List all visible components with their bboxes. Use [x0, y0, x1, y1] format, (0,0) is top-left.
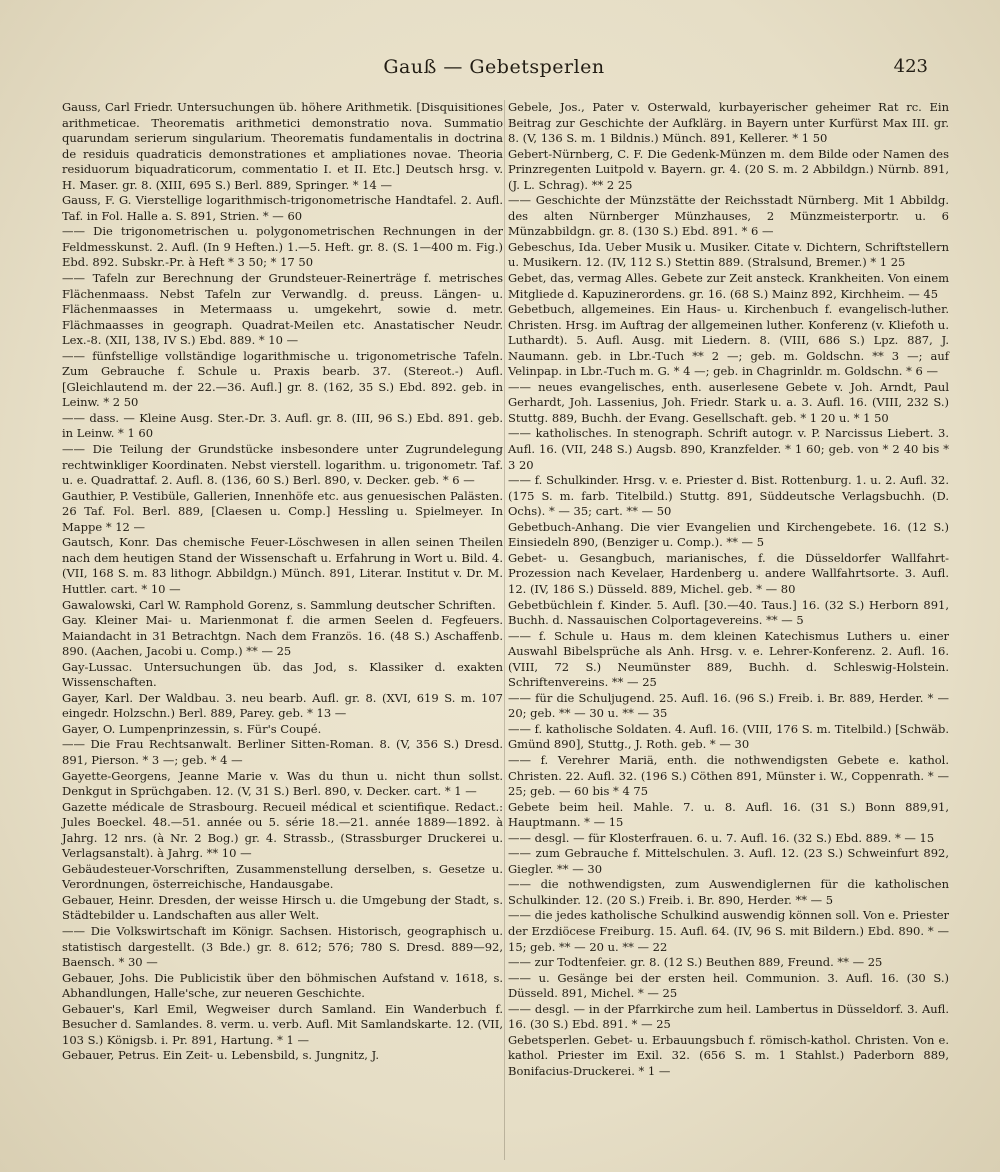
column-divider [504, 100, 505, 1160]
bibliography-entry: Gawalowski, Carl W. Ramphold Gorenz, s. Sammlung deutscher Schriften. [62, 597, 496, 612]
bibliography-entry: Gebauer's, Karl Emil, Wegweiser durch Samland. Ein Wanderbuch f. Besucher d. Samlandes. 8. verm. u. verb. Aufl. Mit Samlandskarte. 12. (VII, 103 S.) Königsb. i. Pr. 891, Hartung. * 1 — [62, 1001, 503, 1047]
bibliography-entry: Gayer, Karl. Der Waldbau. 3. neu bearb. Aufl. gr. 8. (XVI, 619 S. m. 107 eingedr. Holzschn.) Berl. 889, Parey. geb. * 13 — [62, 690, 503, 721]
bibliography-entry: Gebert-Nürnberg, C. F. Die Gedenk-Münzen m. dem Bilde oder Namen des Prinzregenten Luitpold v. Bayern. gr. 4. (20 S. m. 2 Abbildgn.) Nürnb. 891, (J. L. Schrag). ** 2 25 [508, 146, 949, 192]
page-header [60, 56, 928, 86]
bibliography-entry: —— die nothwendigsten, zum Auswendiglernen für die katholischen Schulkinder. 12. (20 S.) Freib. i. Br. 890, Herder. ** — 5 [508, 877, 949, 907]
bibliography-entry: —— Geschichte der Münzstätte der Reichsstadt Nürnberg. Mit 1 Abbildg. des alten Nürnberger Münzhauses, 2 Münzmeisterportr. u. 6 Münzabbildgn. gr. 8. (130 S.) Ebd. 891. * 6 — [508, 193, 949, 239]
bibliography-entry: —— zum Gebrauche f. Mittelschulen. 3. Aufl. 12. (23 S.) Schweinfurt 892, Giegler. ** — 30 [508, 846, 949, 876]
bibliography-entry: Gebet- u. Gesangbuch, marianisches, f. die Düsseldorfer Wallfahrt-Prozession nach Kevelaer, Hardenberg u. andere Wallfahrtsorte. 3. Aufl. 12. (IV, 186 S.) Düsseld. 889, Michel. geb. * — 80 [508, 550, 949, 596]
bibliography-entry: Gay-Lussac. Untersuchungen üb. das Jod, s. Klassiker d. exakten Wissenschaften. [62, 659, 503, 690]
bibliography-entry: Gebele, Jos., Pater v. Osterwald, kurbayerischer geheimer Rat rc. Ein Beitrag zur Geschichte der Aufklärg. in Bayern unter Kurfürst Max III. gr. 8. (V, 136 S. m. 1 Bildnis.) Münch. 891, Kellerer. * 1 50 [508, 100, 949, 146]
bibliography-entry: Gebetsperlen. Gebet- u. Erbauungsbuch f. römisch-kathol. Christen. Von e. kathol. Priester im Exil. 32. (656 S. m. 1 Stahlst.) Paderborn 889, Bonifacius-Druckerei. * 1 — [508, 1032, 949, 1078]
page-number: 423 [893, 56, 928, 77]
running-title: Gauß — Gebetsperlen [383, 56, 605, 78]
bibliography-entry: Gebauer, Johs. Die Publicistik über den böhmischen Aufstand v. 1618, s. Abhandlungen, Halle'sche, zur neueren Geschichte. [62, 970, 503, 1001]
bibliography-entry: —— katholisches. In stenograph. Schrift autogr. v. P. Narcissus Liebert. 3. Aufl. 16. (VII, 248 S.) Augsb. 890, Kranzfelder. * 1 60; geb. von * 2 40 bis * 3 20 [508, 426, 949, 472]
left-column [62, 100, 503, 1064]
bibliography-entry: Gazette médicale de Strasbourg. Recueil médical et scientifique. Redact.: Jules Boeckel. 48.—51. année ou 5. série 18.—21. année 1889—1892. à Jahrg. 12 nrs. (à Nr. 2 Bog.) gr. 4. Strassb., (Strassburger Druckerei u. Verlagsanstalt). à Jahrg. ** 10 — [62, 799, 503, 861]
bibliography-entry: Gebetbüchlein f. Kinder. 5. Aufl. [30.—40. Taus.] 16. (32 S.) Herborn 891, Buchh. d. Nassauischen Colportagevereins. ** — 5 [508, 597, 949, 628]
bibliography-entry: Gebäudesteuer-Vorschriften, Zusammenstellung derselben, s. Gesetze u. Verordnungen, österreichische, Handausgabe. [62, 861, 503, 892]
bibliography-entry: —— u. Gesänge bei der ersten heil. Communion. 3. Aufl. 16. (30 S.) Düsseld. 891, Michel. * — 25 [508, 970, 949, 1001]
bibliography-entry: —— zur Todtenfeier. gr. 8. (12 S.) Beuthen 889, Freund. ** — 25 [508, 955, 883, 970]
bibliography-entry: —— desgl. — in der Pfarrkirche zum heil. Lambertus in Düsseldorf. 3. Aufl. 16. (30 S.) Ebd. 891. * — 25 [508, 1001, 949, 1032]
bibliography-entry: Gayette-Georgens, Jeanne Marie v. Was du thun u. nicht thun sollst. Denkgut in Sprüchgaben. 12. (V, 31 S.) Berl. 890, v. Decker. cart. * 1 — [62, 768, 503, 799]
bibliography-entry: —— desgl. — für Klosterfrauen. 6. u. 7. Aufl. 16. (32 S.) Ebd. 889. * — 15 [508, 830, 935, 845]
bibliography-entry: —— f. Schulkinder. Hrsg. v. e. Priester d. Bist. Rottenburg. 1. u. 2. Aufl. 32. (175 S. m. farb. Titelbild.) Stuttg. 891, Süddeutsche Verlagsbuchh. (D. Ochs). * — 35; cart. ** — 50 [508, 473, 949, 519]
bibliography-entry: —— neues evangelisches, enth. auserlesene Gebete v. Joh. Arndt, Paul Gerhardt, Joh. Lassenius, Joh. Friedr. Stark u. a. 3. Aufl. 16. (VIII, 232 S.) Stuttg. 889, Buchh. der Evang. Gesellschaft. geb. * 1 20 u. * 1 50 [508, 379, 949, 425]
bibliography-entry: —— Die Volkswirtschaft im Königr. Sachsen. Historisch, geographisch u. statistisch dargestellt. (3 Bde.) gr. 8. 612; 576; 780 S. Dresd. 889—92, Baensch. * 30 — [62, 923, 503, 970]
right-column [508, 100, 949, 1079]
bibliography-entry: —— f. katholische Soldaten. 4. Aufl. 16. (VIII, 176 S. m. Titelbild.) [Schwäb. Gmünd 890], Stuttg., J. Roth. geb. * — 30 [508, 721, 949, 752]
bibliography-entry: Gebete beim heil. Mahle. 7. u. 8. Aufl. 16. (31 S.) Bonn 889,91, Hauptmann. * — 15 [508, 799, 949, 830]
bibliography-entry: —— Die trigonometrischen u. polygonometrischen Rechnungen in der Feldmesskunst. 2. Aufl. (In 9 Heften.) 1.—5. Heft. gr. 8. (S. 1—400 m. Fig.) Ebd. 892. Subskr.-Pr. à Heft * 3 50; * 17 50 [62, 224, 503, 270]
bibliography-entry: —— Die Teilung der Grundstücke insbesondere unter Zugrundelegung rechtwinkliger Koordinaten. Nebst vierstell. logarithm. u. trigonometr. Taf. u. e. Quadrattaf. 2. Aufl. 8. (136, 60 S.) Berl. 890, v. Decker. geb. * 6 — [62, 442, 503, 488]
bibliography-entry: Gebetbuch, allgemeines. Ein Haus- u. Kirchenbuch f. evangelisch-luther. Christen. Hrsg. im Auftrag der allgemeinen luther. Konferenz (v. Kliefoth u. Luthardt). 5. Aufl. Ausg. mit Liedern. 8. (VIII, 686 S.) Lpz. 887, J. Naumann. geb. in Lbr.-Tuch ** 2 —; geb. m. Goldschn. ** 3 —; auf Velinpap. in Lbr.-Tuch m. G. * 4 —; geb. in Chagrinldr. m. Goldschn. * 6 — [508, 302, 949, 379]
bibliography-entry: Gebauer, Heinr. Dresden, der weisse Hirsch u. die Umgebung der Stadt, s. Städtebilder u. Landschaften aus aller Welt. [62, 892, 503, 923]
bibliography-entry: —— dass. — Kleine Ausg. Ster.-Dr. 3. Aufl. gr. 8. (III, 96 S.) Ebd. 891. geb. in Leinw. * 1 60 [62, 410, 503, 441]
bibliography-entry: —— für die Schuljugend. 25. Aufl. 16. (96 S.) Freib. i. Br. 889, Herder. * — 20; geb. ** — 30 u. ** — 35 [508, 690, 949, 721]
bibliography-entry: —— die jedes katholische Schulkind auswendig können soll. Von e. Priester der Erzdiöcese Freiburg. 15. Aufl. 64. (IV, 96 S. mit Bildern.) Ebd. 890. * — 15; geb. ** — 20 u. ** — 22 [508, 908, 949, 954]
bibliography-entry: Gauthier, P. Vestibüle, Gallerien, Innenhöfe etc. aus genuesischen Palästen. 26 Taf. Fol. Berl. 889, [Claesen u. Comp.] Hessling u. Spielmeyer. In Mappe * 12 — [62, 488, 503, 534]
bibliography-entry: Gautsch, Konr. Das chemische Feuer-Löschwesen in allen seinen Theilen nach dem heutigen Stand der Wissenschaft u. Erfahrung in Wort u. Bild. 4. (VII, 168 S. m. 83 lithogr. Abbildgn.) Münch. 891, Literar. Institut v. Dr. M. Huttler. cart. * 10 — [62, 535, 503, 596]
bibliography-entry: —— Die Frau Rechtsanwalt. Berliner Sitten-Roman. 8. (V, 356 S.) Dresd. 891, Pierson. * 3 —; geb. * 4 — [62, 737, 503, 767]
bibliography-entry: —— f. Schule u. Haus m. dem kleinen Katechismus Luthers u. einer Auswahl Bibelsprüche als Anh. Hrsg. v. e. Lehrer-Konferenz. 2. Aufl. 16. (VIII, 72 S.) Neumünster 889, Buchh. d. Schleswig-Holstein. Schriftenvereins. ** — 25 [508, 628, 949, 690]
bibliography-entry: Gebetbuch-Anhang. Die vier Evangelien und Kirchengebete. 16. (12 S.) Einsiedeln 890, (Benziger u. Comp.). ** — 5 [508, 519, 949, 550]
bibliography-entry: Gay. Kleiner Mai- u. Marienmonat f. die armen Seelen d. Fegfeuers. Maiandacht in 31 Betrachtgn. Nach dem Französ. 16. (48 S.) Aschaffenb. 890. (Aachen, Jacobi u. Comp.) ** — 25 [62, 613, 503, 659]
bibliography-entry: Gebet, das, vermag Alles. Gebete zur Zeit ansteck. Krankheiten. Von einem Mitgliede d. Kapuzinerordens. gr. 16. (68 S.) Mainz 892, Kirchheim. — 45 [508, 271, 949, 301]
bibliography-entry: Gebauer, Petrus. Ein Zeit- u. Lebensbild, s. Jungnitz, J. [62, 1048, 379, 1063]
bibliography-entry: —— fünfstellige vollständige logarithmische u. trigonometrische Tafeln. Zum Gebrauche f. Schule u. Praxis bearb. 37. (Stereot.-) Aufl. [Gleichlautend m. der 22.—36. Aufl.] gr. 8. (162, 35 S.) Ebd. 892. geb. in Leinw. * 2 50 [62, 348, 503, 410]
bibliography-entry: Gauss, Carl Friedr. Untersuchungen üb. höhere Arithmetik. [Disquisitiones arithmeticae. Theorematis arithmetici demonstratio nova. Summatio quarundam serierum singularium. Theorematis fundamentalis in doctrina de residuis quadraticis demonstrationes et ampliationes novae. Theoria residuorum biquadraticorum, commentatio I. et II. Etc.] Deutsch hrsg. v. H. Maser. gr. 8. (XIII, 695 S.) Berl. 889, Springer. * 14 — [62, 100, 503, 192]
bibliography-entry: Gayer, O. Lumpenprinzessin, s. Für's Coupé. [62, 721, 322, 736]
bibliography-entry: Gauss, F. G. Vierstellige logarithmisch-trigonometrische Handtafel. 2. Aufl. Taf. in Fol. Halle a. S. 891, Strien. * — 60 [62, 193, 503, 223]
bibliography-entry: —— Tafeln zur Berechnung der Grundsteuer-Reinerträge f. metrisches Flächenmaass. Nebst Tafeln zur Verwandlg. d. preuss. Längen- u. Flächenmaasses in Metermaass u. umgekehrt, sowie d. metr. Flächmaasses in geograph. Quadrat-Meilen etc. Anastatischer Neudr. Lex.-8. (XII, 138, IV S.) Ebd. 889. * 10 — [62, 271, 503, 348]
bibliography-entry: Gebeschus, Ida. Ueber Musik u. Musiker. Citate v. Dichtern, Schriftstellern u. Musikern. 12. (IV, 112 S.) Stettin 889. (Stralsund, Bremer.) * 1 25 [508, 239, 949, 270]
bibliography-entry: —— f. Verehrer Mariä, enth. die nothwendigsten Gebete e. kathol. Christen. 22. Aufl. 32. (196 S.) Cöthen 891, Münster i. W., Coppenrath. * — 25; geb. — 60 bis * 4 75 [508, 752, 949, 799]
